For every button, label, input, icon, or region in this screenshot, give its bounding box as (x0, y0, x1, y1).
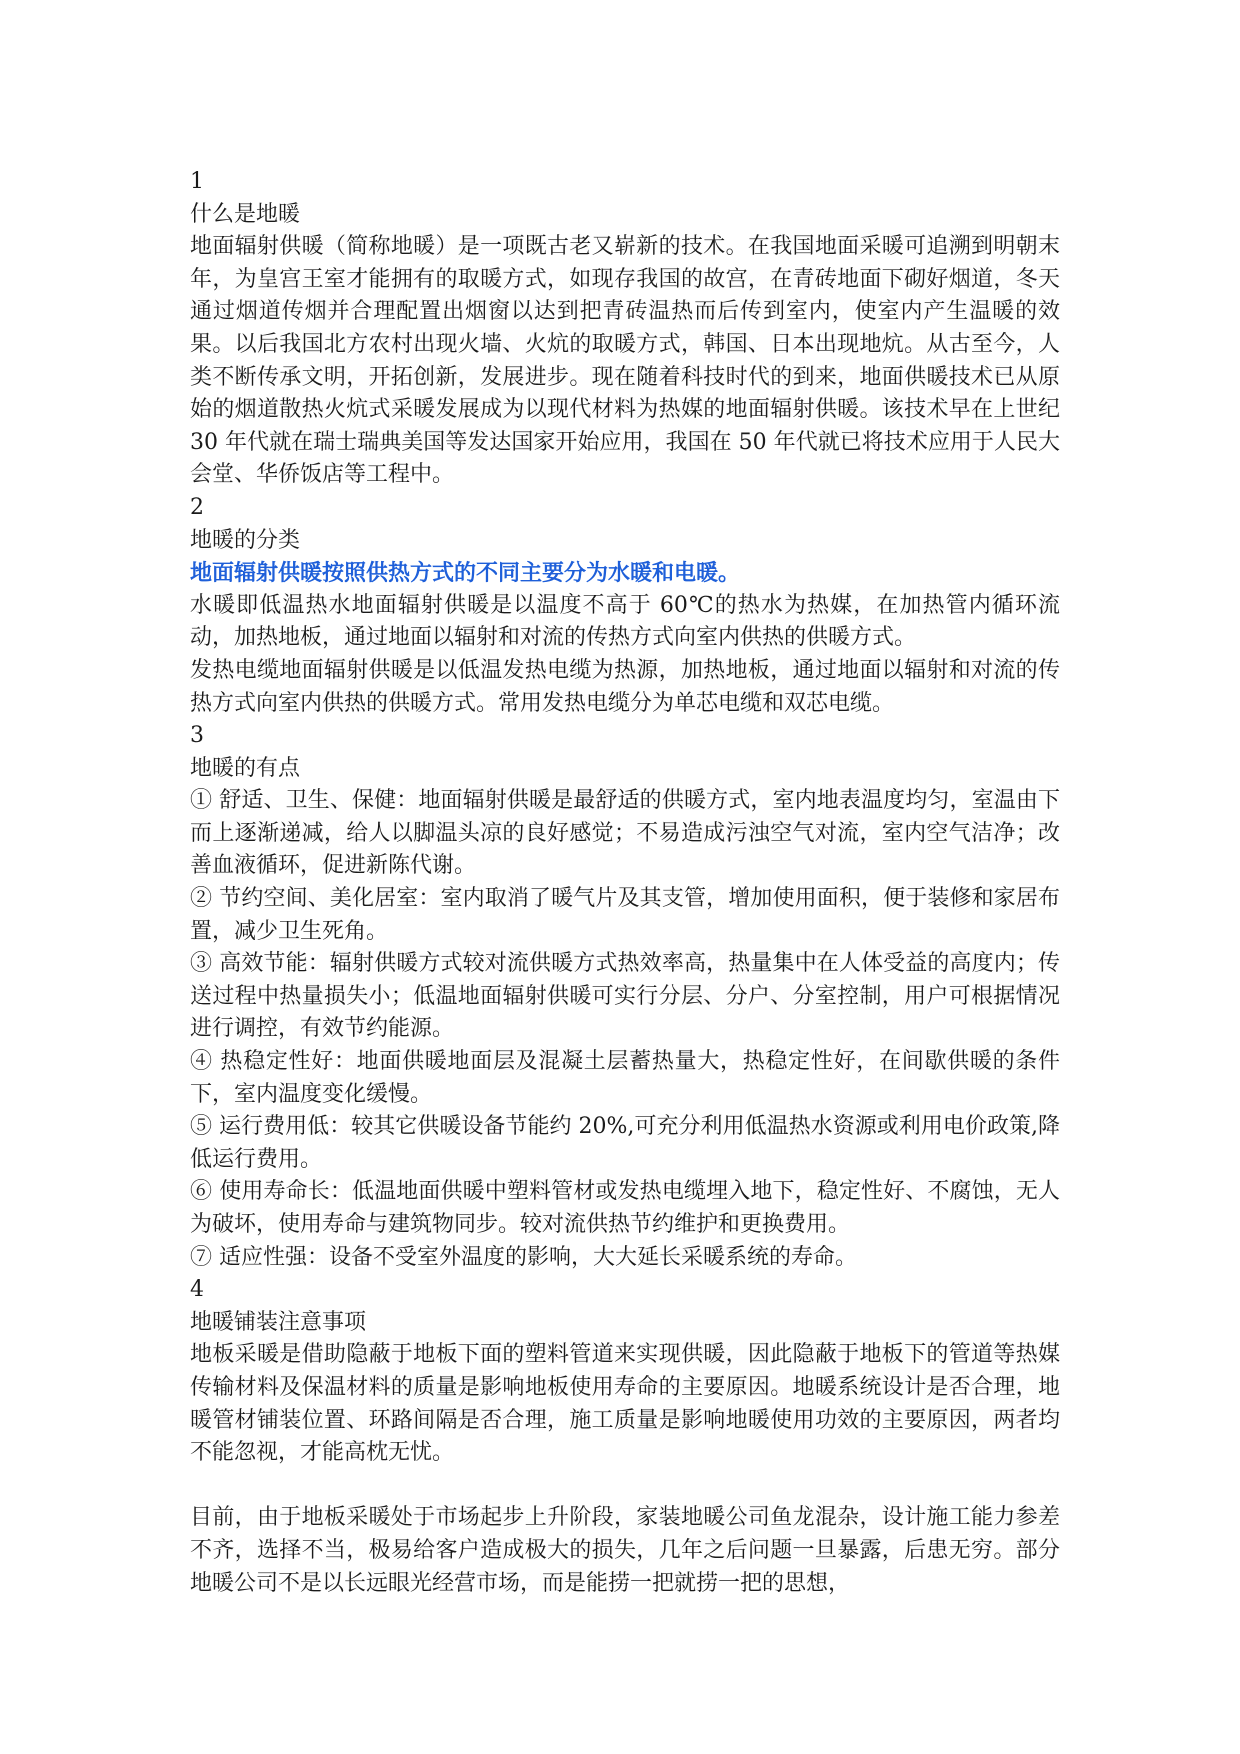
section-1-number: 1 (190, 169, 204, 194)
section-2-highlight: 地面辐射供暖按照供热方式的不同主要分为水暖和电暖。 (190, 560, 741, 587)
section-3-item-7: ⑦ 适应性强：设备不受室外温度的影响，大大延长采暖系统的寿命。 (190, 1244, 857, 1270)
section-4-paragraph-2: 目前，由于地板采暖处于市场起步上升阶段，家装地暖公司鱼龙混杂，设计施工能力参差不齐，选择不当，极易给客户造成极大的损失，几年之后问题一旦暴露，后患无穷。部分地暖公司不是以长远眼光经营市场，而是能捞一把就捞一把的思想， (190, 1505, 1060, 1596)
blank-line (190, 1470, 1060, 1503)
section-1-paragraph-1: 地面辐射供暖（简称地暖）是一项既古老又崭新的技术。在我国地面采暖可追溯到明朝末年，为皇宫王室才能拥有的取暖方式，如现存我国的故宫，在青砖地面下砌好烟道，冬天通过烟道传烟并合理配置出烟窗以达到把青砖温热而后传到室内，使室内产生温暖的效果。以后我国北方农村出现火墙、火炕的取暖方式，韩国、日本出现地炕。从古至今，人类不断传承文明，开拓创新，发展进步。现在随着科技时代的到来，地面供暖技术已从原始的烟道散热火炕式采暖发展成为以现代材料为热媒的地面辐射供暖。该技术早在上世纪 30 年代就在瑞士瑞典美国等发达国家开始应用，我国在 50 年代就已将技术应用于人民大会堂、华侨饭店等工程中。 (190, 234, 1060, 488)
document-page (190, 166, 1060, 1600)
section-3-item-3: ③ 高效节能：辐射供暖方式较对流供暖方式热效率高，热量集中在人体受益的高度内；传送过程中热量损失小；低温地面辐射供暖可实行分层、分户、分室控制，用户可根据情况进行调控，有效节约能源。 (190, 951, 1060, 1042)
section-3-item-2: ② 节约空间、美化居室：室内取消了暖气片及其支管，增加使用面积，便于装修和家居布置，减少卫生死角。 (190, 886, 1060, 944)
section-2-title: 地暖的分类 (190, 527, 301, 553)
section-1-title: 什么是地暖 (190, 201, 301, 227)
section-3-item-5: ⑤ 运行费用低：较其它供暖设备节能约 20%,可充分利用低温热水资源或利用电价政策,降低运行费用。 (190, 1114, 1060, 1172)
section-3-item-1: ① 舒适、卫生、保健：地面辐射供暖是最舒适的供暖方式，室内地表温度均匀，室温由下而上逐渐递减，给人以脚温头凉的良好感觉；不易造成污浊空气对流，室内空气洁净；改善血液循环，促进新陈代谢。 (190, 788, 1060, 879)
section-3-title: 地暖的有点 (190, 755, 301, 781)
section-3-item-6: ⑥ 使用寿命长：低温地面供暖中塑料管材或发热电缆埋入地下，稳定性好、不腐蚀，无人为破坏，使用寿命与建筑物同步。较对流供热节约维护和更换费用。 (190, 1179, 1060, 1237)
section-4-title: 地暖铺装注意事项 (190, 1309, 367, 1335)
section-4-number: 4 (190, 1277, 204, 1303)
section-2-number: 2 (190, 494, 204, 520)
section-2-paragraph-1: 水暖即低温热水地面辐射供暖是以温度不高于 60℃的热水为热媒，在加热管内循环流动，加热地板，通过地面以辐射和对流的传热方式向室内供热的供暖方式。 (190, 592, 1060, 651)
section-4-paragraph-1: 地板采暖是借助隐蔽于地板下面的塑料管道来实现供暖，因此隐蔽于地板下的管道等热媒传输材料及保温材料的质量是影响地板使用寿命的主要原因。地暖系统设计是否合理，地暖管材铺装位置、环路间隔是否合理，施工质量是影响地暖使用功效的主要原因，两者均不能忽视，才能高枕无忧。 (190, 1342, 1060, 1466)
section-3-item-4: ④ 热稳定性好：地面供暖地面层及混凝土层蓄热量大，热稳定性好，在间歇供暖的条件下，室内温度变化缓慢。 (190, 1049, 1060, 1107)
section-2-paragraph-2: 发热电缆地面辐射供暖是以低温发热电缆为热源，加热地板，通过地面以辐射和对流的传热方式向室内供热的供暖方式。常用发热电缆分为单芯电缆和双芯电缆。 (190, 657, 1060, 716)
section-3-number: 3 (190, 723, 204, 749)
